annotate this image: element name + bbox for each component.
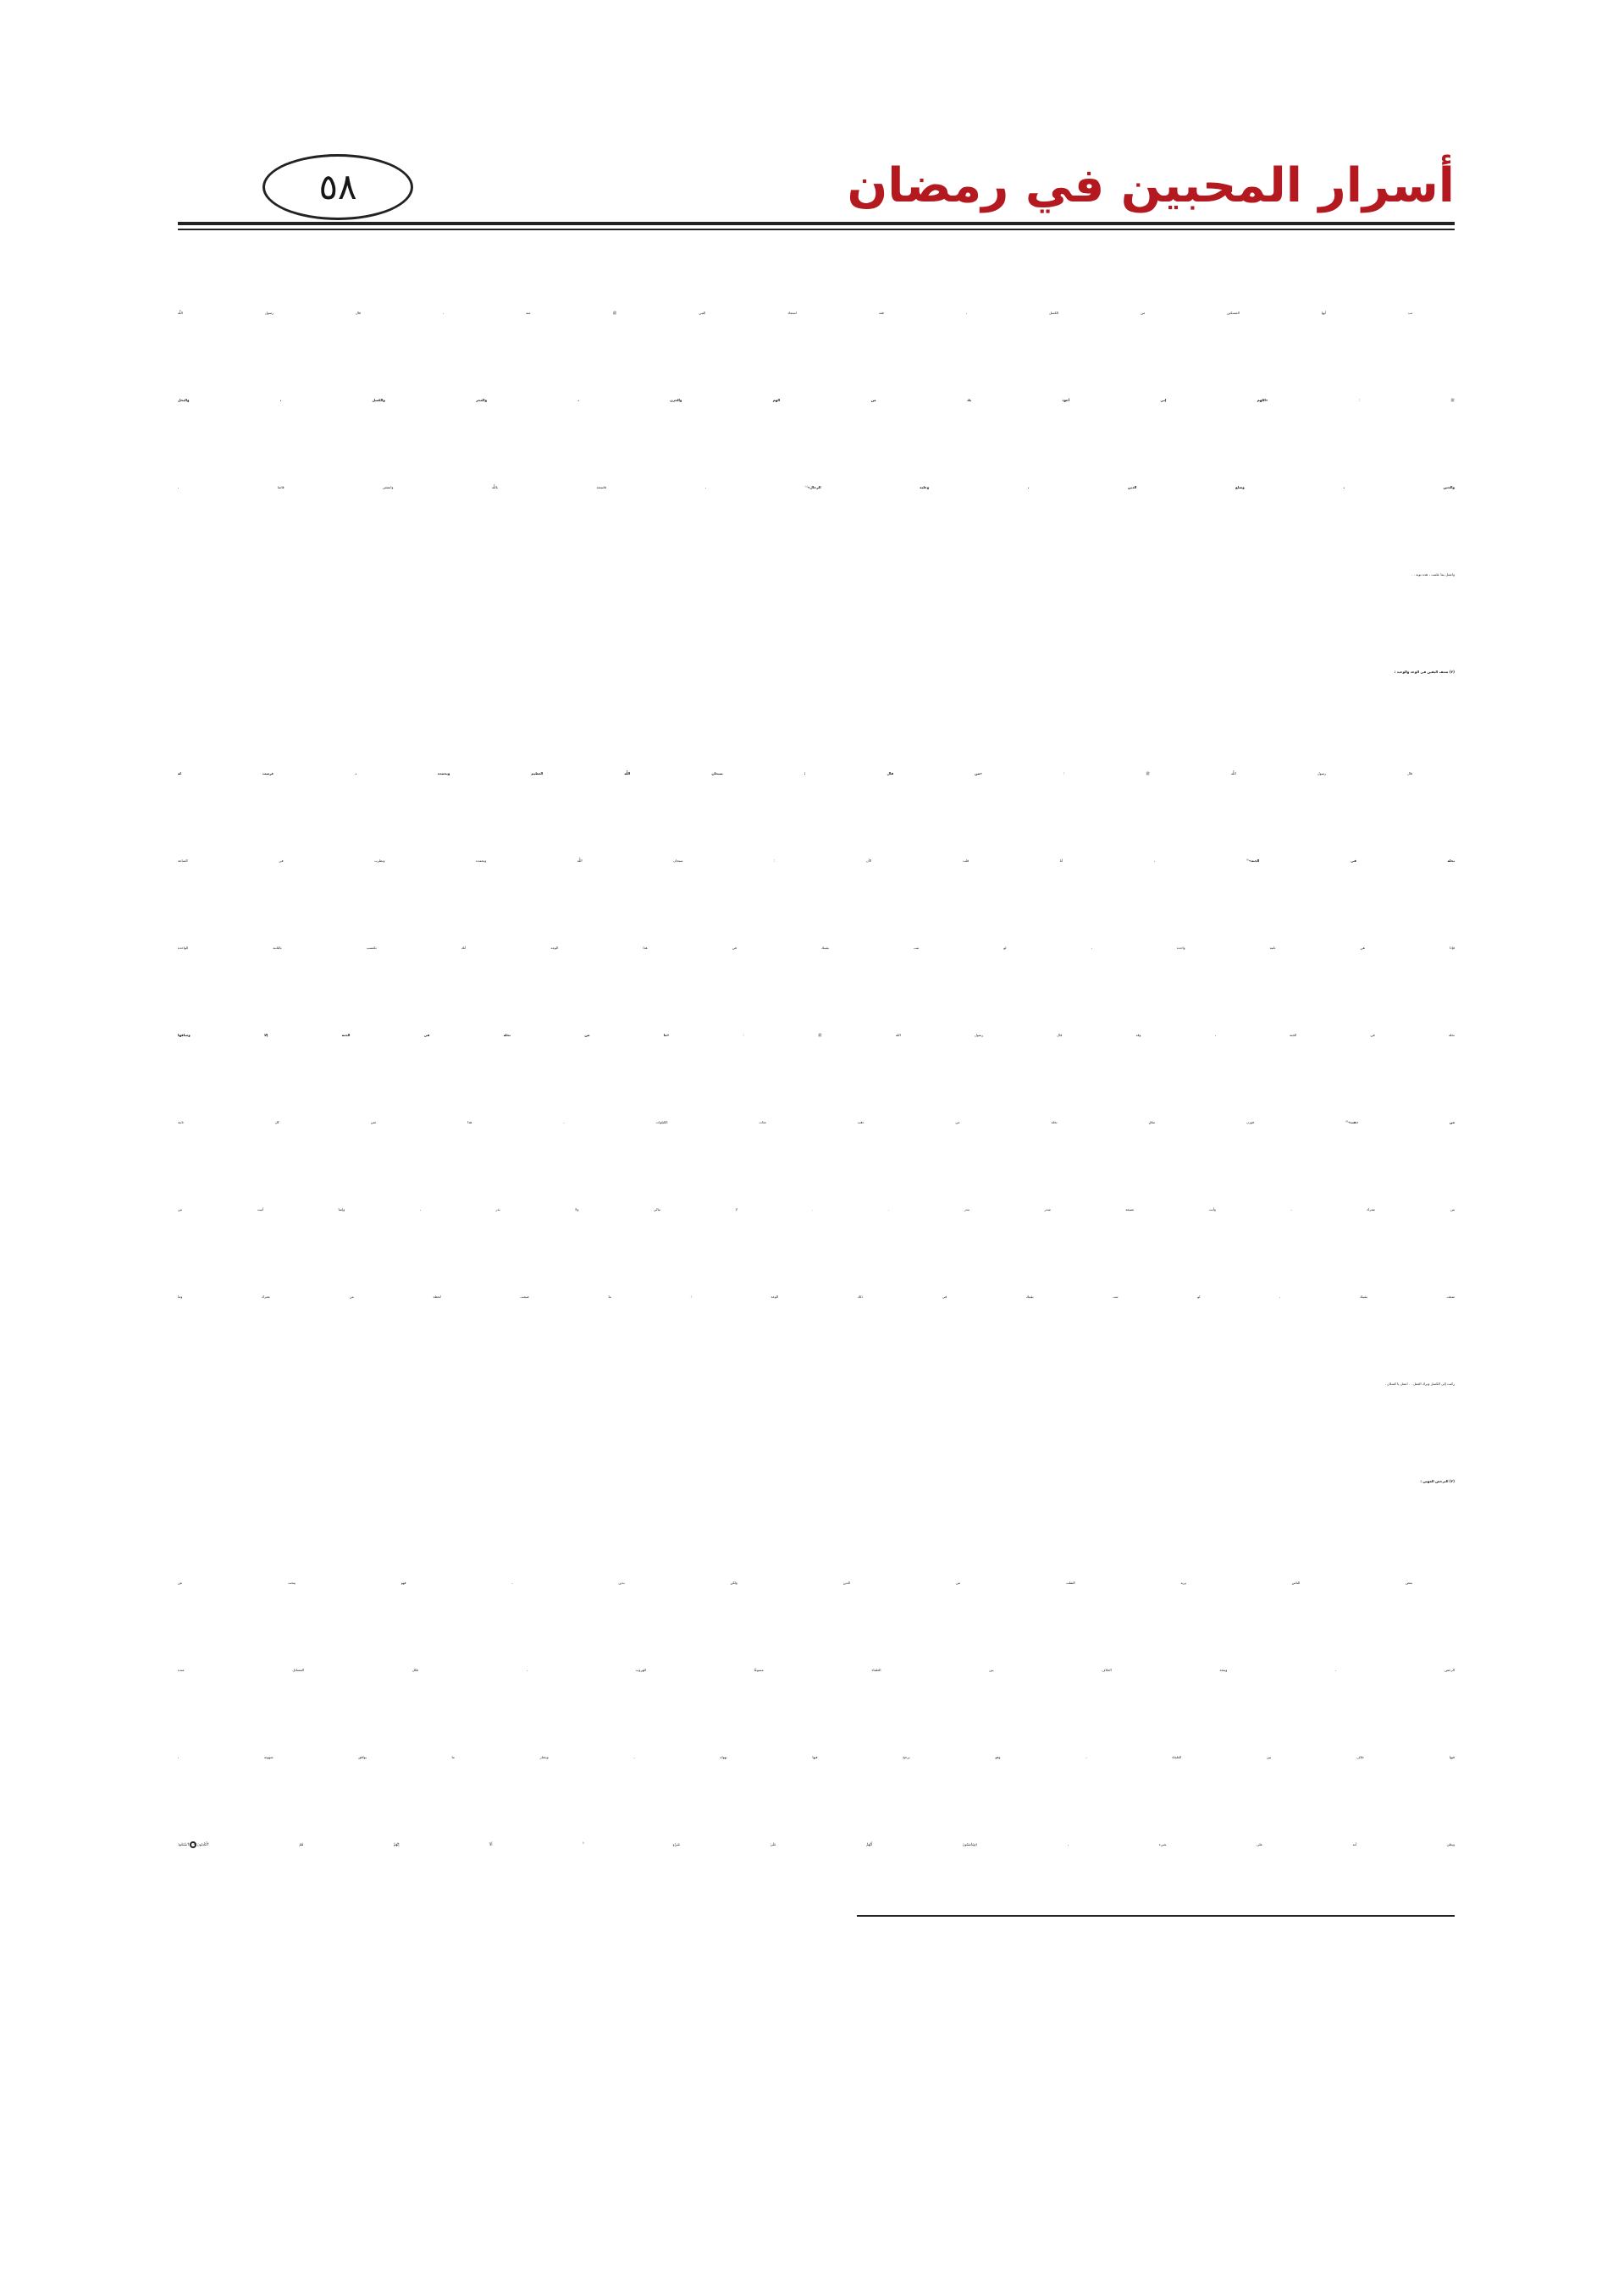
hadith-text: «اللهم إني أعوذ بك من الهم والحزن ، والعجز والكسل ، والبخل (178, 398, 1268, 402)
section-heading: (٢) ضعف اليقين في الوعد والوعيد : (1394, 670, 1455, 674)
hadith-text: من ذهب» (1348, 1120, 1456, 1124)
text-line (178, 817, 1455, 904)
text-line (178, 1626, 1455, 1714)
body-text: ، أنا قلت الآن : سبحان اللَّه وبحمده ونظرت في الساعة (178, 858, 1246, 863)
body-text: ويظن أنه على شيء ، (977, 1842, 1456, 1846)
footnote (178, 2072, 1455, 2140)
page-number-badge (262, 154, 413, 220)
main-text (178, 269, 1455, 1888)
body-text: واعمل بما علمت ، هذه توبة . . (1411, 572, 1455, 577)
body-text: نخلة في الجنة ، وقد قال رسول الله ﷺ : (669, 1033, 1455, 1037)
text-line (178, 904, 1455, 991)
footnotes (178, 1937, 1455, 2140)
hadith-text: نخلة في الجنة» (1249, 858, 1455, 863)
body-text: من عمرك ، وأنت تضيعه شذر مذر . . لا تبالي ولا تذر ، وإنما أتيت من (178, 1207, 1455, 1211)
hadith-text: «ما من نخلة في الجنة إلا وساقها (178, 1033, 670, 1037)
text-line (178, 531, 1455, 618)
body-text: بعض الناس يريد التفلت من الدين ولكن بدين ، فهو يبحث عن (178, 1581, 1412, 1585)
body-text: تب أيها المسكين من الكسل ، فقد استعاذ النبي ﷺ منه ، قال رسول اللَّه (178, 311, 1412, 315)
body-text: قال رسول اللَّه ﷺ : (981, 771, 1412, 775)
text-line (178, 1253, 1455, 1340)
body-text: ضعف يقينك ، لو ثبت يقينك في ذلك الوعد ؛ ما ضيعت لحظة من عمرك وما (178, 1294, 1455, 1299)
body-text: ، فاستعذ باللَّه وانتفض قائما ، (178, 485, 805, 489)
body-text: فإذا هي ثانية واحدة ، لو ثبت يقينك في هذا الوعد أنك تكتسب بالثانية الواحدة (178, 946, 1455, 950)
body-text: ركنت إلى الكسل وترك العمل . . اعمل يا كسلان . (1384, 1382, 1455, 1386)
body-text: ﷺ : (1268, 398, 1455, 402)
section-heading: (٣) الترخص المهين : (1420, 1479, 1455, 1483)
page-number: ٥٨ (318, 166, 357, 207)
footnote-separator (857, 1915, 1455, 1917)
quran-verse: ٱسْتَحْوَذَ (178, 1842, 190, 1846)
hadith-text: «من قال : سبحان اللَّه العظيم وبحمده ، غرست له (178, 771, 982, 775)
text-line (178, 1801, 1455, 1888)
text-line (178, 269, 1455, 356)
header-rule (178, 222, 1455, 225)
paragraph (178, 269, 1455, 618)
footnote-ref: (١) (804, 485, 808, 488)
text-line (178, 1539, 1455, 1626)
text-line (178, 1079, 1455, 1166)
body-text: الرخص ، ويتخذ الخلاف بين العلماء مسوغًا للهروب ، فكل المسائل عنده (178, 1668, 1455, 1672)
text-line (178, 1340, 1455, 1427)
book-title: أسرار المحبين في رمضان (847, 158, 1455, 213)
paragraph (178, 1539, 1455, 1888)
ayah-number-marker: ١٨ (190, 1841, 196, 1848)
quran-verse: ﴿وَيَحْسَبُونَ أَنَّهُمْ عَلَىٰ شَيْءٍ ۚ أَلَآ إِنَّهُمْ هُمُ ٱلْكَٰذِبُونَ (196, 1842, 978, 1846)
hadith-text: والجبن ، وضلع الدين ، وغلبة الرجال» (807, 485, 1455, 489)
footnote-ref: (٢) (1246, 858, 1250, 862)
text-line (178, 1166, 1455, 1253)
text-line (178, 1714, 1455, 1801)
text-line (178, 730, 1455, 817)
body-text: فوزن ساق نخلة من ذهب مئات الكيلوات ، هذا ثمن كل ثانية (178, 1120, 1345, 1124)
footnote (178, 1937, 1455, 2005)
footnote (178, 2005, 1455, 2072)
text-line (178, 444, 1455, 531)
text-line (178, 991, 1455, 1079)
footnote-ref: (٣) (1345, 1120, 1349, 1123)
paragraph (178, 730, 1455, 1427)
body-text: فيها خلاف بين العلماء ، وهو يرجح فيها بهواه ، ويختار ما يوافق شهوته ، (178, 1755, 1455, 1759)
header-rule-thin (178, 229, 1455, 230)
text-line (178, 356, 1455, 444)
